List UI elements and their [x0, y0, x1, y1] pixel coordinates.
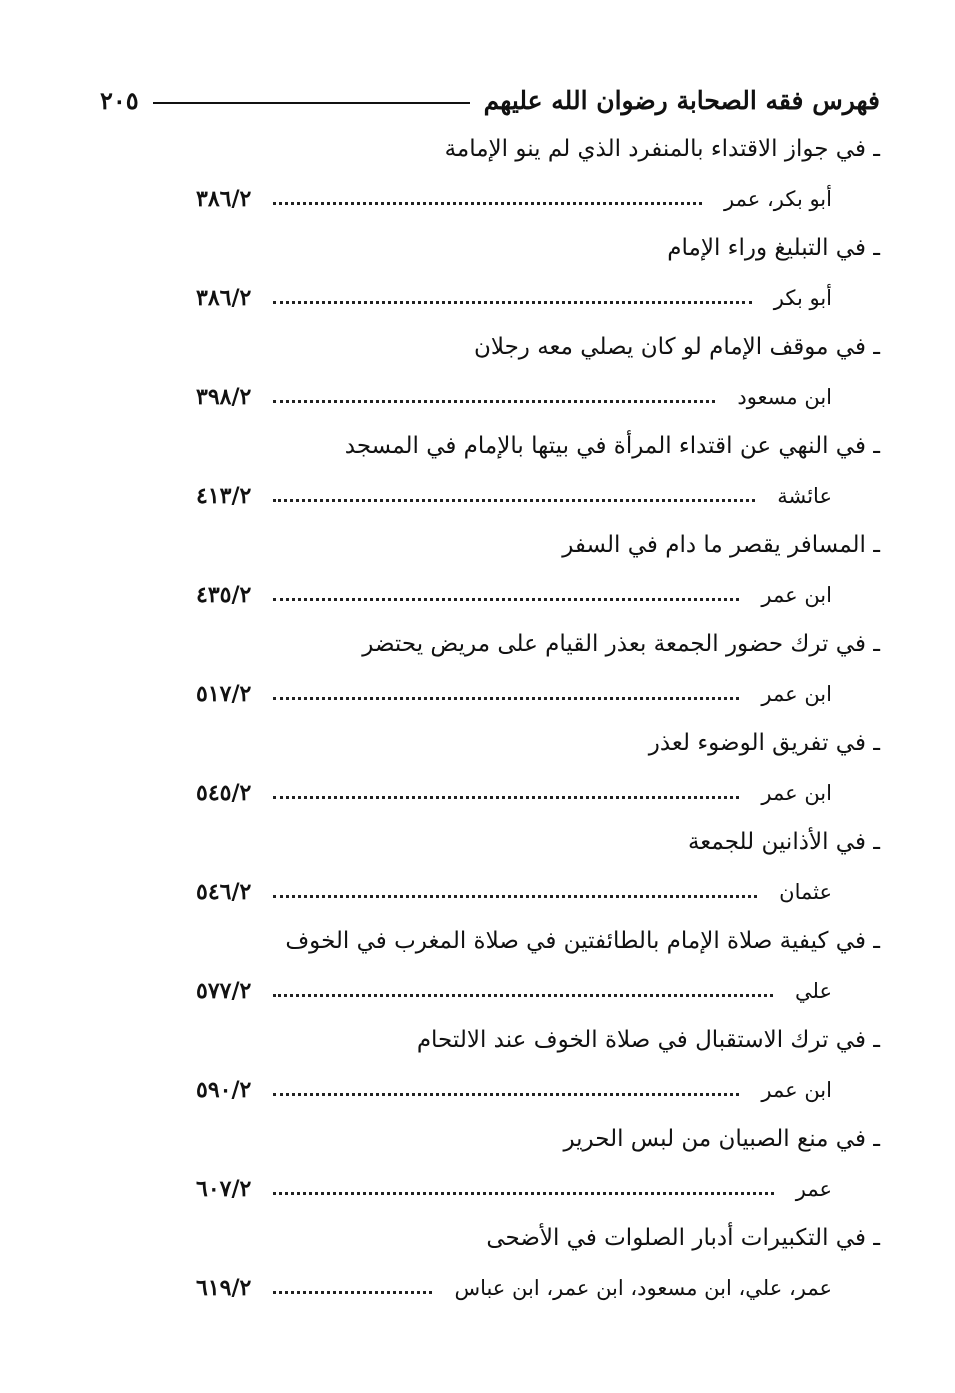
dot-leader	[273, 202, 702, 205]
dot-leader	[273, 1192, 773, 1195]
entry-companions: أبو بكر، عمر	[724, 186, 832, 211]
entry-topic: ـ المسافر يقصر ما دام في السفر	[562, 532, 880, 558]
entry-topic: ـ في موقف الإمام لو كان يصلي معه رجلان	[473, 334, 880, 360]
index-entry	[100, 421, 880, 520]
entry-companions: عائشة	[777, 483, 832, 508]
dot-leader	[273, 499, 755, 502]
entry-topic: ـ في الأذانين للجمعة	[687, 829, 880, 855]
entry-companions: ابن عمر	[761, 780, 832, 805]
entry-companions: عمر، علي، ابن مسعود، ابن عمر، ابن عباس	[454, 1275, 832, 1300]
entry-location: ٥١٧/٢	[196, 680, 252, 707]
entry-location: ٣٩٨/٢	[196, 383, 252, 410]
index-page	[100, 78, 880, 1368]
entry-location: ٥٧٧/٢	[196, 977, 252, 1004]
index-entry	[100, 619, 880, 718]
entry-reference	[100, 471, 880, 520]
index-entry	[100, 1213, 880, 1312]
index-entry	[100, 322, 880, 421]
entry-reference	[100, 372, 880, 421]
dot-leader	[273, 400, 715, 403]
entry-reference	[100, 867, 880, 916]
entry-companions: ابن عمر	[761, 1077, 832, 1102]
index-entry	[100, 1015, 880, 1114]
entry-companions: ابن مسعود	[737, 384, 832, 409]
dot-leader	[273, 598, 739, 601]
index-entry	[100, 1114, 880, 1213]
entry-topic: ـ في النهي عن اقتداء المرأة في بيتها بالإمام في المسجد	[344, 433, 880, 459]
dot-leader	[273, 994, 773, 997]
entry-companions: أبو بكر	[773, 285, 832, 310]
entry-location: ٦١٩/٢	[196, 1274, 252, 1301]
entry-companions: ابن عمر	[761, 681, 832, 706]
entry-companions: ابن عمر	[761, 582, 832, 607]
header-rule	[153, 102, 470, 104]
entry-topic: ـ في التكبيرات أدبار الصلوات في الأضحى	[486, 1225, 880, 1251]
entry-topic: ـ في منع الصبيان من لبس الحرير	[563, 1126, 880, 1152]
entry-location: ٤٣٥/٢	[196, 581, 252, 608]
entry-location: ٥٤٥/٢	[196, 779, 252, 806]
entry-reference	[100, 1263, 880, 1312]
entry-location: ٦٠٧/٢	[196, 1175, 252, 1202]
index-entry	[100, 223, 880, 322]
entry-reference	[100, 966, 880, 1015]
entry-reference	[100, 669, 880, 718]
dot-leader	[273, 1291, 432, 1294]
running-header	[100, 78, 880, 122]
index-entries	[100, 124, 880, 1312]
entry-companions: عثمان	[779, 879, 832, 904]
index-entry	[100, 817, 880, 916]
dot-leader	[273, 796, 739, 799]
header-title: فهرس فقه الصحابة رضوان الله عليهم	[483, 85, 880, 115]
entry-location: ٥٤٦/٢	[196, 878, 252, 905]
entry-companions: علي	[795, 978, 832, 1003]
entry-topic: ـ في كيفية صلاة الإمام بالطائفتين في صلاة المغرب في الخوف	[285, 928, 880, 954]
index-entry	[100, 124, 880, 223]
entry-reference	[100, 273, 880, 322]
entry-location: ٤١٣/٢	[196, 482, 252, 509]
entry-topic: ـ في تفريق الوضوء لعذر	[648, 730, 880, 756]
dot-leader	[273, 697, 739, 700]
entry-location: ٣٨٦/٢	[196, 284, 252, 311]
dot-leader	[273, 301, 751, 304]
entry-location: ٥٩٠/٢	[196, 1076, 252, 1103]
entry-reference	[100, 174, 880, 223]
entry-topic: ـ في جواز الاقتداء بالمنفرد الذي لم ينو الإمامة	[444, 136, 880, 162]
index-entry	[100, 520, 880, 619]
entry-reference	[100, 1164, 880, 1213]
index-entry	[100, 916, 880, 1015]
entry-topic: ـ في ترك حضور الجمعة بعذر القيام على مريض يحتضر	[362, 631, 880, 657]
entry-topic: ـ في التبليغ وراء الإمام	[667, 235, 880, 261]
entry-topic: ـ في ترك الاستقبال في صلاة الخوف عند الالتحام	[416, 1027, 880, 1053]
dot-leader	[273, 895, 757, 898]
entry-companions: عمر	[795, 1176, 832, 1201]
index-entry	[100, 718, 880, 817]
page-number: ٢٠٥	[100, 85, 139, 115]
entry-reference	[100, 570, 880, 619]
entry-reference	[100, 1065, 880, 1114]
entry-location: ٣٨٦/٢	[196, 185, 252, 212]
entry-reference	[100, 768, 880, 817]
dot-leader	[273, 1093, 739, 1096]
